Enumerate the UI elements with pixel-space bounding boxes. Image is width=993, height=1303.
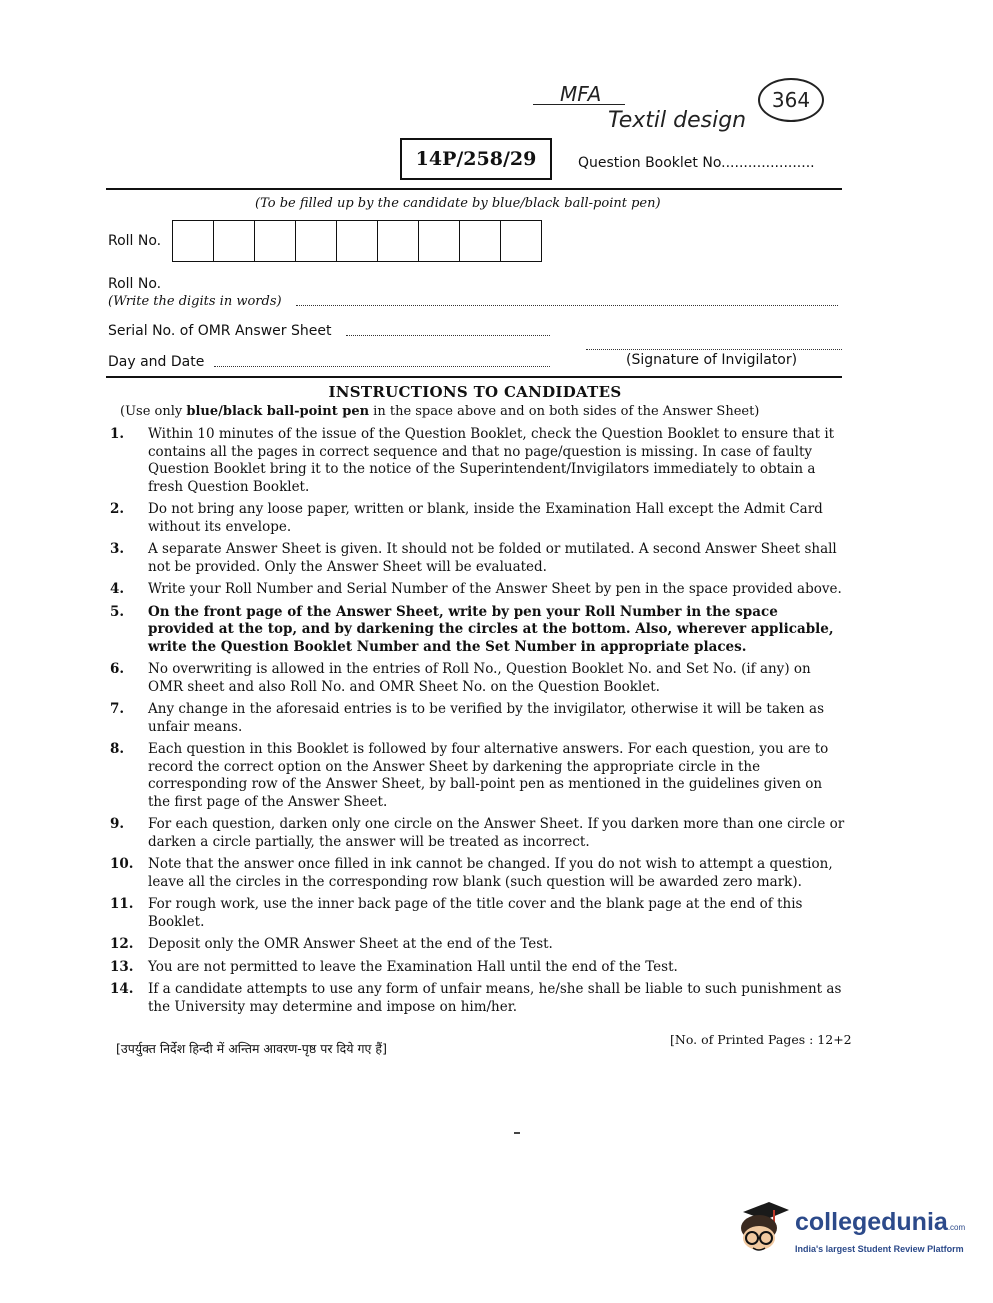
handwritten-subject: Textil design	[608, 108, 747, 133]
list-item: 1. Within 10 minutes of the issue of the Question Booklet, check the Question Booklet to ensure that it contains all the pages in correct sequence and that no page/question is missing. In case of faulty Question Booklet bring it to the notice of the Superintendent/Invigilators immediately to obtain a fresh Question Booklet.	[110, 426, 835, 495]
list-item: 9. For each question, darken only one circle on the Answer Sheet. If you darken more than one circle or darken a circle partially, the answer will be treated as incorrect.	[110, 816, 845, 850]
roll-no-box[interactable]	[501, 221, 541, 261]
list-item: 3. A separate Answer Sheet is given. It should not be folded or mutilated. A second Answer Sheet shall not be provided. Only the Answer Sheet will be evaluated.	[110, 541, 837, 575]
list-item: 12. Deposit only the OMR Answer Sheet at the end of the Test.	[110, 936, 553, 952]
roll-no-words-label: Roll No.	[108, 276, 162, 292]
list-item: 7. Any change in the aforesaid entries is to be verified by the invigilator, otherwise it will be taken as unfair means.	[110, 701, 825, 735]
roll-no-box[interactable]	[419, 221, 460, 261]
handwritten-underline	[533, 104, 625, 105]
day-date-field[interactable]	[214, 366, 550, 367]
circled-number: 364	[758, 78, 824, 122]
roll-no-words-field[interactable]	[296, 305, 838, 306]
roll-no-box[interactable]	[378, 221, 419, 261]
roll-no-box[interactable]	[255, 221, 296, 261]
logo-tagline: India's largest Student Review Platform	[795, 1244, 964, 1254]
printed-pages: [No. of Printed Pages : 12+2	[670, 1032, 852, 1047]
handwritten-mfa: MFA	[560, 82, 602, 106]
top-rule	[106, 188, 842, 190]
list-item: 14. If a candidate attempts to use any form of unfair means, he/she shall be liable to such punishment as the University may determine and impose on him/her.	[110, 981, 842, 1015]
roll-no-words-hint: (Write the digits in words)	[108, 294, 282, 309]
day-date-label: Day and Date	[108, 354, 205, 370]
signature-label: (Signature of Invigilator)	[626, 352, 798, 368]
fill-note: (To be filled up by the candidate by blue/black ball-point pen)	[255, 196, 661, 211]
roll-no-box[interactable]	[337, 221, 378, 261]
roll-no-grid[interactable]	[172, 220, 542, 262]
question-booklet-label: Question Booklet No.....................	[578, 155, 815, 171]
roll-no-box[interactable]	[296, 221, 337, 261]
list-item: 13. You are not permitted to leave the Examination Hall until the end of the Test.	[110, 958, 678, 975]
list-item: 4. Write your Roll Number and Serial Number of the Answer Sheet by pen in the space provided above.	[110, 581, 842, 597]
list-item: 5. On the front page of the Answer Sheet, write by pen your Roll Number in the space provided at the top, and by darkening the circles at the bottom. Also, wherever applicable, write the Question Booklet Number and the Set Number in appropriate places.	[110, 603, 834, 655]
instructions-list	[110, 426, 848, 1021]
serial-no-label: Serial No. of OMR Answer Sheet	[108, 323, 332, 339]
instructions-subtitle: (Use only blue/black ball-point pen in the space above and on both sides of the Answer Sheet)	[120, 404, 760, 419]
list-item: 10. Note that the answer once filled in ink cannot be changed. If you do not wish to attempt a question, leave all the circles in the corresponding row blank (such question will be awarded zero mark).	[110, 856, 833, 890]
collegedunia-mascot-icon	[735, 1196, 791, 1256]
signature-field[interactable]	[586, 349, 842, 350]
stray-mark	[514, 1132, 520, 1134]
roll-no-box[interactable]	[460, 221, 501, 261]
serial-no-field[interactable]	[346, 335, 550, 336]
list-item: 6. No overwriting is allowed in the entries of Roll No., Question Booklet No. and Set No. (if any) on OMR sheet and also Roll No. and OMR Sheet No. on the Question Booklet.	[110, 661, 811, 695]
roll-no-box[interactable]	[214, 221, 255, 261]
list-item: 11. For rough work, use the inner back page of the title cover and the blank page at the end of this Booklet.	[110, 896, 803, 930]
middle-rule	[106, 376, 842, 378]
logo-name: collegedunia.com	[795, 1208, 966, 1236]
roll-no-label: Roll No.	[108, 233, 162, 249]
list-item: 2. Do not bring any loose paper, written or blank, inside the Examination Hall except the Admit Card without its envelope.	[110, 501, 823, 535]
booklet-code: 14P/258/29	[400, 138, 552, 180]
instructions-title: INSTRUCTIONS TO CANDIDATES	[328, 383, 622, 401]
roll-no-box[interactable]	[173, 221, 214, 261]
list-item: 8. Each question in this Booklet is followed by four alternative answers. For each question, you are to record the correct option on the Answer Sheet by darkening the appropriate circle in the corresponding row of the Answer Sheet, by ball-point pen as mentioned in the guidelines given on the first page of the Answer Sheet.	[110, 741, 829, 810]
hindi-note: [उपर्युक्त निर्देश हिन्दी में अन्तिम आवरण-पृष्ठ पर दिये गए हैं]	[116, 1041, 387, 1056]
